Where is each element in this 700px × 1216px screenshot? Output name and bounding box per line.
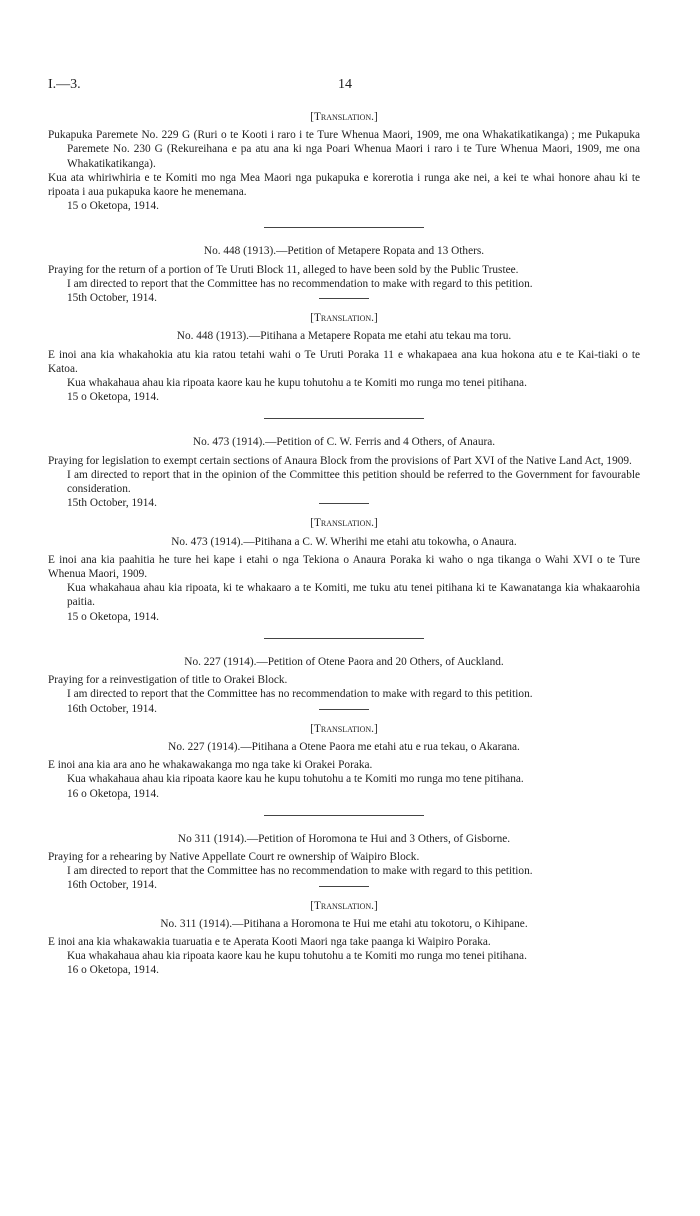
paper-reference: I.—3.	[48, 77, 81, 92]
petition-heading: No 311 (1914).—Petition of Horomona te Hui and 3 Others, of Gisborne.	[177, 832, 511, 845]
section-divider	[264, 815, 424, 816]
translation-paragraph: Pukapuka Paremete No. 229 G (Ruri o te Kooti i raro i te Ture Whenua Maori, 1909, me ona Whakatikatikanga) ; me Pukapuka Paremete No. 230 G (Rekureihana e pa atu ana ki nga Poari Whenua Maori i raro i te Ture Whenua Maori, 1909, me ona Whakatikatikanga).	[48, 129, 640, 170]
short-divider	[319, 298, 369, 299]
translation-heading: No. 227 (1914).—Pitihana a Otene Paora me etahi atu e rua tekau, o Akarana.	[168, 740, 520, 753]
date-line: 15 o Oketopa, 1914.	[67, 200, 159, 213]
translation-report: Kua whakahaua ahau kia ripoata kaore kau he kupu tohutohu a te Komiti mo runga mo tenei pitihana.	[67, 950, 527, 963]
petition-heading: No. 227 (1914).—Petition of Otene Paora and 20 Others, of Auckland.	[184, 655, 504, 668]
petition-heading: No. 448 (1913).—Petition of Metapere Ropata and 13 Others.	[203, 245, 485, 258]
committee-report: I am directed to report that the Committee has no recommendation to make with regard to this petition.	[67, 277, 533, 290]
date-line: 16 o Oketopa, 1914.	[67, 964, 159, 977]
date-line: 15th October, 1914.	[67, 292, 157, 305]
translation-label: [Translation.]	[310, 899, 378, 912]
short-divider	[319, 503, 369, 504]
translation-heading: No. 448 (1913).—Pitihana a Metapere Ropata me etahi atu tekau ma toru.	[176, 330, 512, 343]
committee-report: I am directed to report that in the opinion of the Committee this petition should be referred to the Government for favourable consideration.	[67, 468, 640, 496]
translation-report: Kua whakahaua ahau kia ripoata kaore kau he kupu tohutohu a te Komiti mo runga mo tenei pitihana.	[67, 377, 527, 390]
translation-prayer: E inoi ana kia whakawakia tuaruatia e te Aperata Kooti Maori nga take paanga ki Waipiro Poraka.	[48, 935, 491, 948]
date-line: 15th October, 1914.	[67, 497, 157, 510]
short-divider	[319, 886, 369, 887]
translation-heading: No. 311 (1914).—Pitihana a Horomona te Hui me etahi atu tokotoru, o Kihipane.	[160, 917, 528, 930]
section-divider	[264, 418, 424, 419]
short-divider	[319, 709, 369, 710]
petition-prayer: Praying for a rehearing by Native Appellate Court re ownership of Waipiro Block.	[48, 850, 420, 863]
date-line: 15 o Oketopa, 1914.	[67, 610, 159, 623]
translation-report: Kua whakahaua ahau kia ripoata kaore kau he kupu tohutohu a te Komiti mo runga mo tene pitihana.	[67, 773, 524, 786]
committee-report: I am directed to report that the Committee has no recommendation to make with regard to this petition.	[67, 688, 533, 701]
date-line: 16 o Oketopa, 1914.	[67, 787, 159, 800]
petition-prayer: Praying for the return of a portion of Te Uruti Block 11, alleged to have been sold by the Public Trustee.	[48, 263, 519, 276]
translation-prayer: E inoi ana kia ara ano he whakawakanga mo nga take ki Orakei Poraka.	[48, 759, 373, 772]
document-body	[48, 110, 640, 978]
date-line: 16th October, 1914.	[67, 702, 157, 715]
petition-prayer: Praying for legislation to exempt certain sections of Anaura Block from the provisions of Part XVI of the Native Land Act, 1909.	[48, 454, 632, 467]
translation-label: [Translation.]	[310, 312, 378, 325]
translation-heading: No. 473 (1914).—Pitihana a C. W. Wherihi me etahi atu tokowha, o Anaura.	[171, 535, 517, 548]
translation-prayer: E inoi ana kia whakahokia atu kia ratou tetahi wahi o Te Uruti Poraka 11 e whakapaea ana kua hokona atu e te Kai-tiaki o te Katoa.	[48, 348, 640, 375]
page-number: 14	[338, 77, 352, 92]
date-line: 16th October, 1914.	[67, 879, 157, 892]
petition-prayer: Praying for a reinvestigation of title to Orakei Block.	[48, 674, 288, 687]
date-line: 15 o Oketopa, 1914.	[67, 391, 159, 404]
translation-paragraph: Kua ata whiriwhiria e te Komiti mo nga Mea Maori nga pukapuka e korerotia i runga ake nei, a kei te whai honore ahau ki te ripoata i aua pukapuka kaore he menemana.	[48, 171, 640, 199]
translation-report: Kua whakahaua ahau kia ripoata, ki te whakaaro a te Komiti, me tuku atu tenei pitihana ki te Kawanatanga kia whakaarohia paitia.	[67, 582, 640, 609]
section-divider	[264, 227, 424, 228]
petition-heading: No. 473 (1914).—Petition of C. W. Ferris and 4 Others, of Anaura.	[192, 436, 496, 449]
translation-label: [Translation.]	[310, 722, 378, 735]
translation-prayer: E inoi ana kia paahitia he ture hei kape i etahi o nga Tekiona o Anaura Poraka ki waho o nga tikanga o Wahi XVI o te Ture Whenua Maori, 1909.	[48, 553, 640, 581]
committee-report: I am directed to report that the Committee has no recommendation to make with regard to this petition.	[67, 865, 533, 878]
translation-label: [Translation.]	[310, 517, 378, 530]
section-divider	[264, 638, 424, 639]
translation-label: [Translation.]	[310, 111, 378, 123]
